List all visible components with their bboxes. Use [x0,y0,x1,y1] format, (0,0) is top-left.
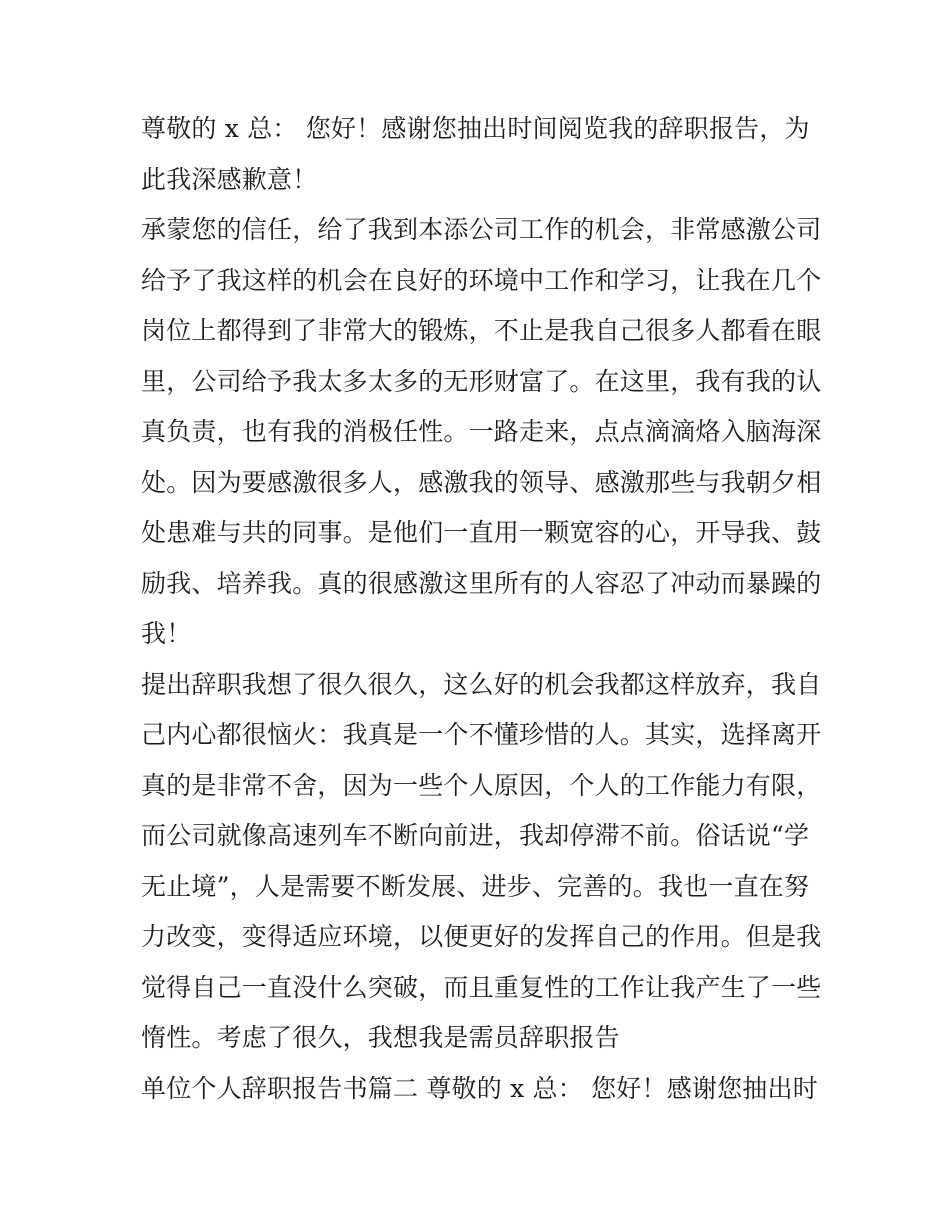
letter-body [141,104,822,1114]
text-line: 力改变，变得适应环境，以便更好的发挥自己的作用。但是我 [141,922,822,951]
text-line: 提出辞职我想了很久很久，这么好的机会我都这样放弃，我自 [141,669,822,699]
text-line: 真负责，也有我的消极任性。一路走来，点点滴滴烙入脑海深 [141,417,822,446]
text-line: 尊敬的 x 总： 您好！感谢您抽出时间阅览我的辞职报告，为 [141,114,810,143]
text-line: 处患难与共的同事。是他们一直用一颗宽容的心，开导我、鼓 [141,518,822,547]
text-line: 而公司就像高速列车不断向前进，我却停滞不前。俗话说“学 [141,821,810,850]
text-line: 我！ [141,619,192,648]
text-line: 觉得自己一直没什么突破，而且重复性的工作让我产生了一些 [141,972,822,1002]
text-line: 惰性。考虑了很久，我想我是需员辞职报告 [141,1023,620,1052]
text-line: 处。因为要感激很多人，感激我的领导、感激那些与我朝夕相 [141,467,822,497]
text-line: 真的是非常不舍，因为一些个人原因，个人的工作能力有限， [141,770,822,800]
text-line: 励我、培养我。真的很感激这里所有的人容忍了冲动而暴躁的 [141,568,822,598]
text-line: 里，公司给予我太多太多的无形财富了。在这里，我有我的认 [141,366,822,396]
text-line: 此我深感歉意！ [141,164,318,194]
text-line: 承蒙您的信任，给了我到本添公司工作的机会，非常感激公司 [141,215,822,244]
text-line: 单位个人辞职报告书篇二 尊敬的 x 总： 您好！感谢您抽出时 [141,1073,818,1103]
text-line: 己内心都很恼火：我真是一个不懂珍惜的人。其实，选择离开 [141,720,822,749]
text-line: 岗位上都得到了非常大的锻炼，不止是我自己很多人都看在眼 [141,316,822,345]
text-line: 无止境”，人是需要不断发展、进步、完善的。我也一直在努 [141,871,810,901]
text-line: 给予了我这样的机会在良好的环境中工作和学习，让我在几个 [141,265,822,295]
